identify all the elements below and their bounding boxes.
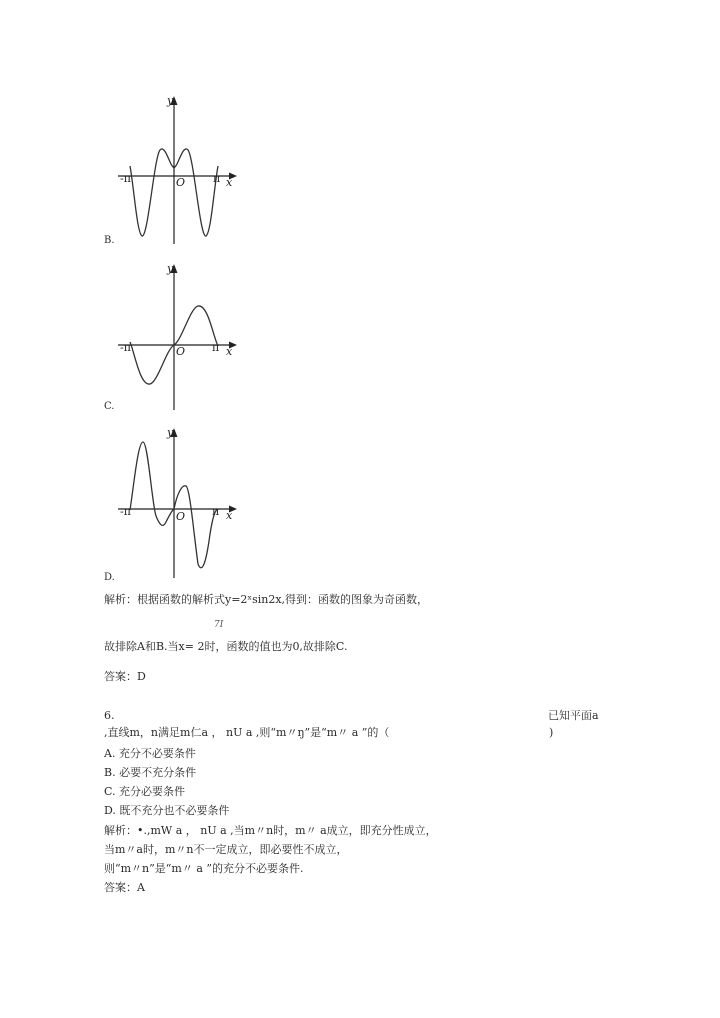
q6-answer: 答案：A [104,881,145,894]
origin-label: O [176,510,186,523]
neg-pi-label: -π [120,341,131,354]
pi-label: π [213,172,221,185]
q6-number: 6. [104,709,115,722]
graph-option-b [110,88,250,248]
pi-label: π [212,341,220,354]
y-axis-label: y [167,94,174,107]
q6-analysis-line-1: 解析：•.,mW a ， nU a ,当m〃n时，m〃 a成立，即充分性成立， [104,824,437,837]
q6-option-d: D. 既不充分也不必要条件 [104,804,230,817]
option-d-label: D. [104,572,115,583]
q5-analysis: 解析：根据函数的解析式y=2ˣsin2x,得到：函数的图象为奇函数， [104,593,429,606]
q5-answer: 答案：D [104,670,146,683]
q6-option-a: A. 充分不必要条件 [104,747,196,760]
q6-analysis-line-2: 当m〃a时，m〃n不一定成立，即必要性不成立， [104,843,348,856]
x-axis-label: x [226,345,233,358]
y-axis-label: y [167,426,174,439]
option-c-label: C. [104,401,115,412]
origin-label: O [176,176,186,189]
origin-label: O [176,345,186,358]
graph-option-c [110,258,250,418]
neg-pi-label: -π [120,172,131,185]
q6-stem: ,直线m，n满足m仁a ， nU a ,则“m〃ŋ”是“m〃 a ”的（ [104,726,390,739]
q6-analysis-line-3: 则“m〃n”是“m〃 a ”的充分不必要条件. [104,862,304,875]
q6-option-c: C. 充分必要条件 [104,785,186,798]
option-b-label: B. [104,235,115,246]
x-axis-label: x [226,509,233,522]
x-axis-label: x [226,176,233,189]
q5-exclusion: 故排除A和B.当x= 2时，函数的值也为0,故排除C. [104,640,348,653]
pi-label: π [212,505,220,518]
q6-prefix-right: 已知平面a [548,709,599,722]
neg-pi-label: -π [120,505,131,518]
y-axis-label: y [167,262,174,275]
q6-option-b: B. 必要不充分条件 [104,766,197,779]
q6-close-paren: ) [549,726,554,739]
graph-option-d [110,424,250,584]
q5-stray-mark: 7I [214,620,224,630]
